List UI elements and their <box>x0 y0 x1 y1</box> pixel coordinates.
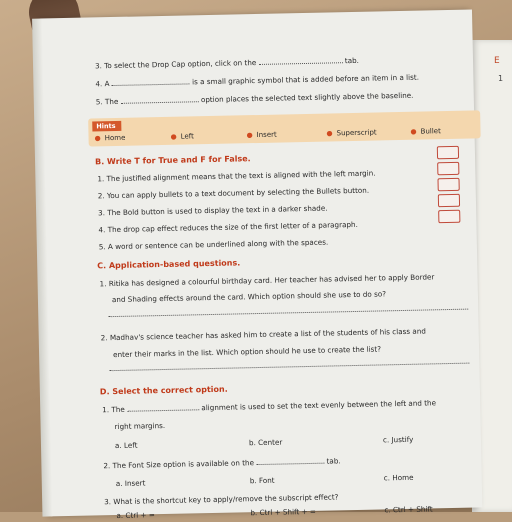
next-page-number: 1 <box>498 74 504 83</box>
hint-superscript: ● Superscript <box>326 128 377 138</box>
mcq-1-line2: right margins. <box>114 420 166 432</box>
tf-item-5: 5. A word or sentence can be underlined along with the spaces. <box>98 237 329 252</box>
bullet-icon: ● <box>246 131 253 140</box>
mcq-2-option-b[interactable]: b. Font <box>249 475 275 486</box>
fill-blank-5: 5. The option places the selected text slightly above the baseline. <box>95 90 414 107</box>
section-b-heading: B. Write T for True and F for False. <box>94 154 251 167</box>
bullet-icon: ● <box>326 129 333 138</box>
bullet-icon: ● <box>170 132 177 141</box>
mcq-1-option-a[interactable]: a. Left <box>114 440 138 451</box>
blank-line <box>256 457 324 465</box>
tf-item-4: 4. The drop cap effect reduces the size of the first letter of a paragraph. <box>98 219 358 235</box>
answer-box-3[interactable] <box>437 178 459 191</box>
tf-item-2: 2. You can apply bullets to a text document by selecting the Bullets button. <box>97 185 370 201</box>
mcq-1-option-c[interactable]: c. Justify <box>382 434 414 445</box>
mcq-3-option-a[interactable]: a. Ctrl + = <box>116 510 155 521</box>
app-q1-line2: and Shading effects around the card. Which option should she use to do so? <box>111 289 387 305</box>
hint-home: ● Home <box>94 133 126 143</box>
answer-line-2[interactable] <box>109 362 469 372</box>
hint-bullet: ● Bullet <box>410 127 441 136</box>
mcq-1: 1. The alignment is used to set the text evenly between the left and the <box>102 398 437 415</box>
bullet-icon: ● <box>94 134 101 143</box>
answer-box-4[interactable] <box>438 194 460 207</box>
mcq-2: 2. The Font Size option is available on the tab. <box>103 456 341 471</box>
answer-line-1[interactable] <box>108 308 468 318</box>
hint-left: ● Left <box>170 132 194 141</box>
section-c-heading: C. Application-based questions. <box>97 258 241 271</box>
mcq-3-option-c[interactable]: c. Ctrl + Shift <box>384 504 433 515</box>
answer-box-1[interactable] <box>437 146 459 159</box>
mcq-1-option-b[interactable]: b. Center <box>248 437 283 448</box>
app-q1-line1: 1. Ritika has designed a colourful birthday card. Her teacher has advised her to apply Border <box>99 272 435 289</box>
blank-line <box>258 56 342 65</box>
mcq-3-option-b[interactable]: b. Ctrl + Shift + = <box>250 506 316 518</box>
answer-box-5[interactable] <box>438 210 460 223</box>
blank-line <box>112 77 190 86</box>
bullet-icon: ● <box>410 127 417 136</box>
blank-line <box>127 403 199 412</box>
blank-line <box>121 95 199 104</box>
mcq-2-option-c[interactable]: c. Home <box>383 472 414 483</box>
tf-item-1: 1. The justified alignment means that the text is aligned with the left margin. <box>97 168 376 184</box>
mcq-3: 3. What is the shortcut key to apply/remove the subscript effect? <box>104 492 339 507</box>
hints-box <box>88 110 481 146</box>
textbook-page <box>40 9 482 521</box>
tf-item-3: 3. The Bold button is used to display the text in a darker shade. <box>98 203 328 218</box>
section-d-heading: D. Select the correct option. <box>99 384 228 397</box>
hints-label: Hints <box>92 121 121 132</box>
fill-blank-3: 3. To select the Drop Cap option, click on the tab. <box>94 55 360 71</box>
answer-box-2[interactable] <box>437 162 459 175</box>
next-page-letter: E <box>494 56 500 66</box>
hint-insert: ● Insert <box>246 130 277 140</box>
app-q2-line2: enter their marks in the list. Which option should he use to create the list? <box>113 344 382 360</box>
mcq-2-option-a[interactable]: a. Insert <box>115 478 146 489</box>
app-q2-line1: 2. Madhav's science teacher has asked him to create a list of the students of his class and <box>100 326 426 343</box>
fill-blank-4: 4. A is a small graphic symbol that is added before an item in a list. <box>95 72 420 89</box>
